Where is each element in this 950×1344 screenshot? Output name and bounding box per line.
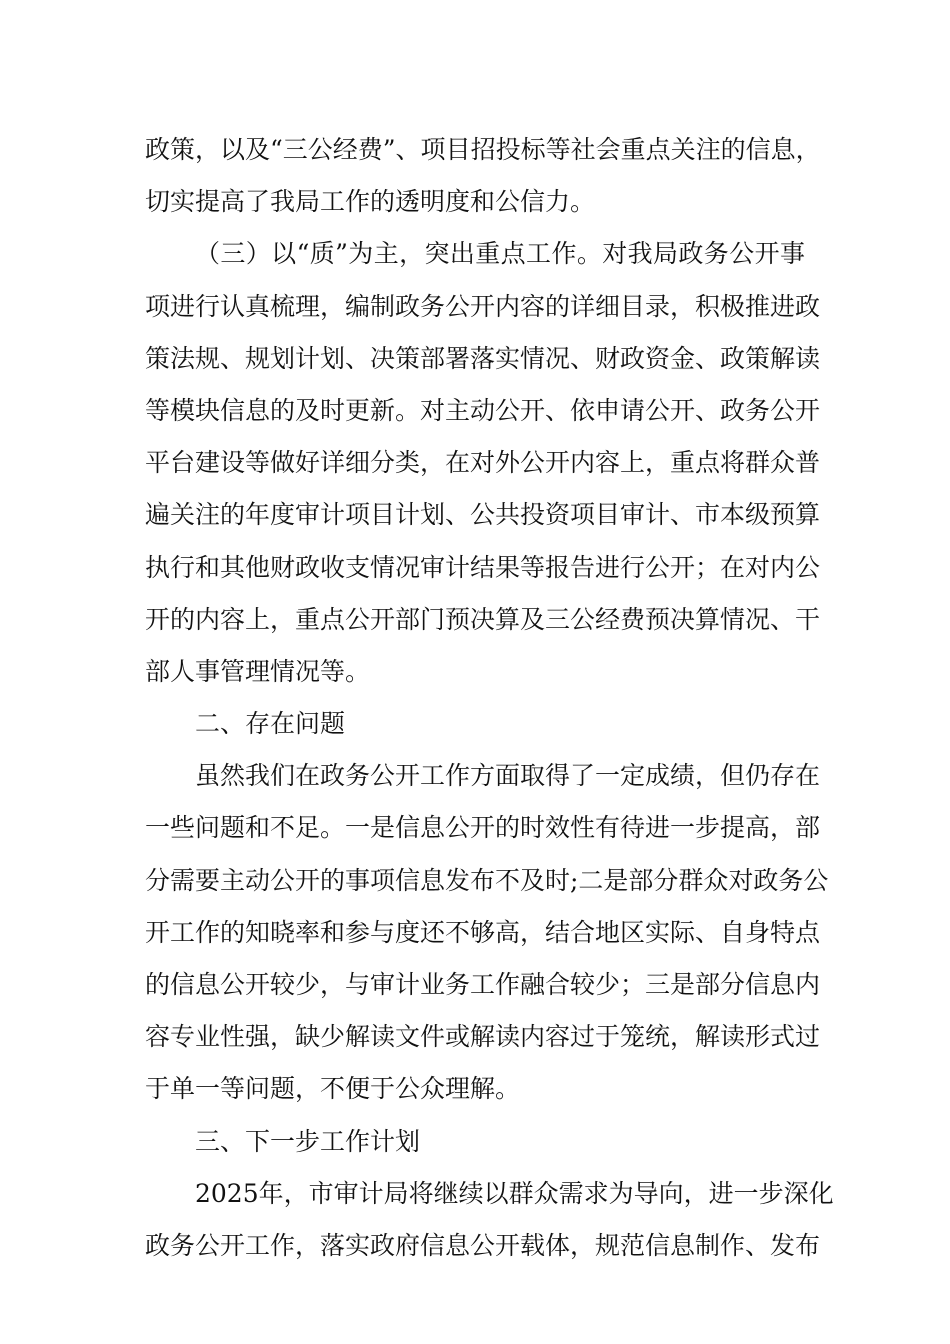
text-line: 策法规、规划计划、决策部署落实情况、财政资金、政策解读 [145,343,821,373]
text-line: 三、下一步工作计划 [195,1126,421,1156]
text-line: 项进行认真梳理，编制政务公开内容的详细目录，积极推进政 [145,291,821,321]
text-line: 执行和其他财政收支情况审计结果等报告进行公开；在对内公 [145,552,821,582]
text-line: 于单一等问题，不便于公众理解。 [145,1074,521,1104]
text-line: 容专业性强，缺少解读文件或解读内容过于笼统，解读形式过 [145,1022,821,1052]
text-line: 虽然我们在政务公开工作方面取得了一定成绩，但仍存在 [195,761,821,791]
text-line: 政务公开工作，落实政府信息公开载体，规范信息制作、发布 [145,1230,821,1260]
text-line: 2025年，市审计局将继续以群众需求为导向，进一步深化 [195,1178,834,1208]
text-line: 一些问题和不足。一是信息公开的时效性有待进一步提高，部 [145,813,821,843]
text-line: （三）以“质”为主，突出重点工作。对我局政务公开事 [195,239,805,269]
text-line: 部人事管理情况等。 [145,656,371,686]
text-line: 等模块信息的及时更新。对主动公开、依申请公开、政务公开 [145,395,821,425]
text-line: 平台建设等做好详细分类，在对外公开内容上，重点将群众普 [145,448,821,478]
text-line: 开工作的知晓率和参与度还不够高，结合地区实际、自身特点 [145,917,821,947]
text-line: 二、存在问题 [195,709,346,739]
text-line: 遍关注的年度审计项目计划、公共投资项目审计、市本级预算 [145,500,821,530]
text-line: 政策，以及“三公经费”、项目招投标等社会重点关注的信息， [145,135,821,164]
document-body [145,124,834,1272]
text-line: 开的内容上，重点公开部门预决算及三公经费预决算情况、干 [145,604,821,634]
text-line: 分需要主动公开的事项信息发布不及时;二是部分群众对政务公 [145,865,829,895]
text-line: 的信息公开较少，与审计业务工作融合较少；三是部分信息内 [145,970,821,999]
text-line: 切实提高了我局工作的透明度和公信力。 [145,187,596,217]
